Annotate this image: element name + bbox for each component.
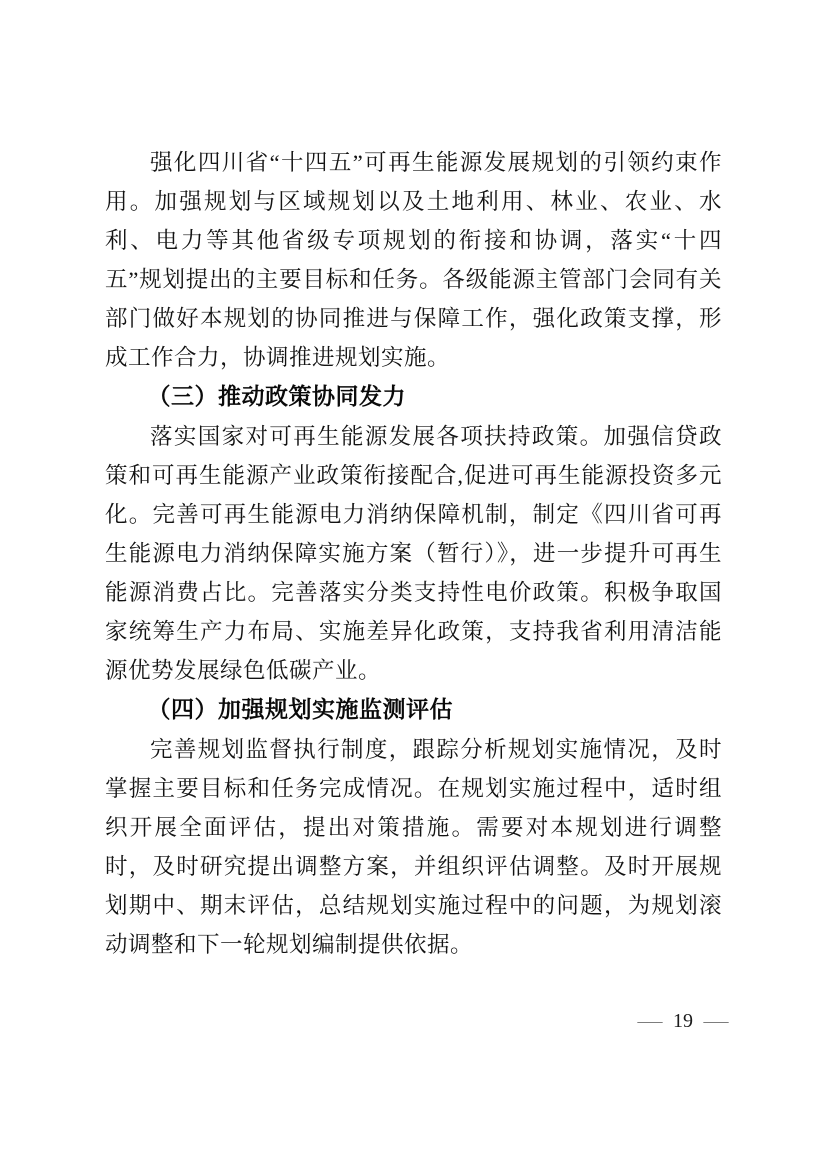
page-number-dash-left: —: [637, 1010, 663, 1032]
paragraph-policy-support: 落实国家对可再生能源发展各项扶持政策。加强信贷政策和可再生能源产业政策衔接配合,促进可再生能源投资多元化。完善可再生能源电力消纳保障机制，制定《四川省可再生能源电力消纳保障实施方案（暂行）》，进一步提升可再生能源消费占比。完善落实分类支持性电价政策。积极争取国家统筹生产力布局、实施差异化政策，支持我省利用清洁能源优势发展绿色低碳产业。: [105, 424, 722, 683]
page-number-value: 19: [673, 1010, 693, 1032]
page-number-dash-right: —: [703, 1010, 729, 1032]
paragraph-monitoring-evaluation: 完善规划监督执行制度，跟踪分析规划实施情况，及时掌握主要目标和任务完成情况。在规划实施过程中，适时组织开展全面评估，提出对策措施。需要对本规划进行调整时，及时研究提出调整方案，并组织评估调整。及时开展规划期中、期末评估，总结规划实施过程中的问题，为规划滚动调整和下一轮规划编制提供依据。: [105, 737, 722, 957]
section-heading-3-policy-synergy: （三）推动政策协同发力: [147, 384, 407, 409]
page-number: [637, 1007, 729, 1035]
section-heading-4-monitoring-evaluation: （四）加强规划实施监测评估: [147, 697, 454, 722]
document-body: [105, 143, 722, 964]
paragraph-implementation-coordination: 强化四川省“十四五”可再生能源发展规划的引领约束作用。加强规划与区域规划以及土地利用、林业、农业、水利、电力等其他省级专项规划的衔接和协调，落实“十四五”规划提出的主要目标和任务。各级能源主管部门会同有关部门做好本规划的协同推进与保障工作，强化政策支撑，形成工作合力，协调推进规划实施。: [105, 150, 722, 370]
